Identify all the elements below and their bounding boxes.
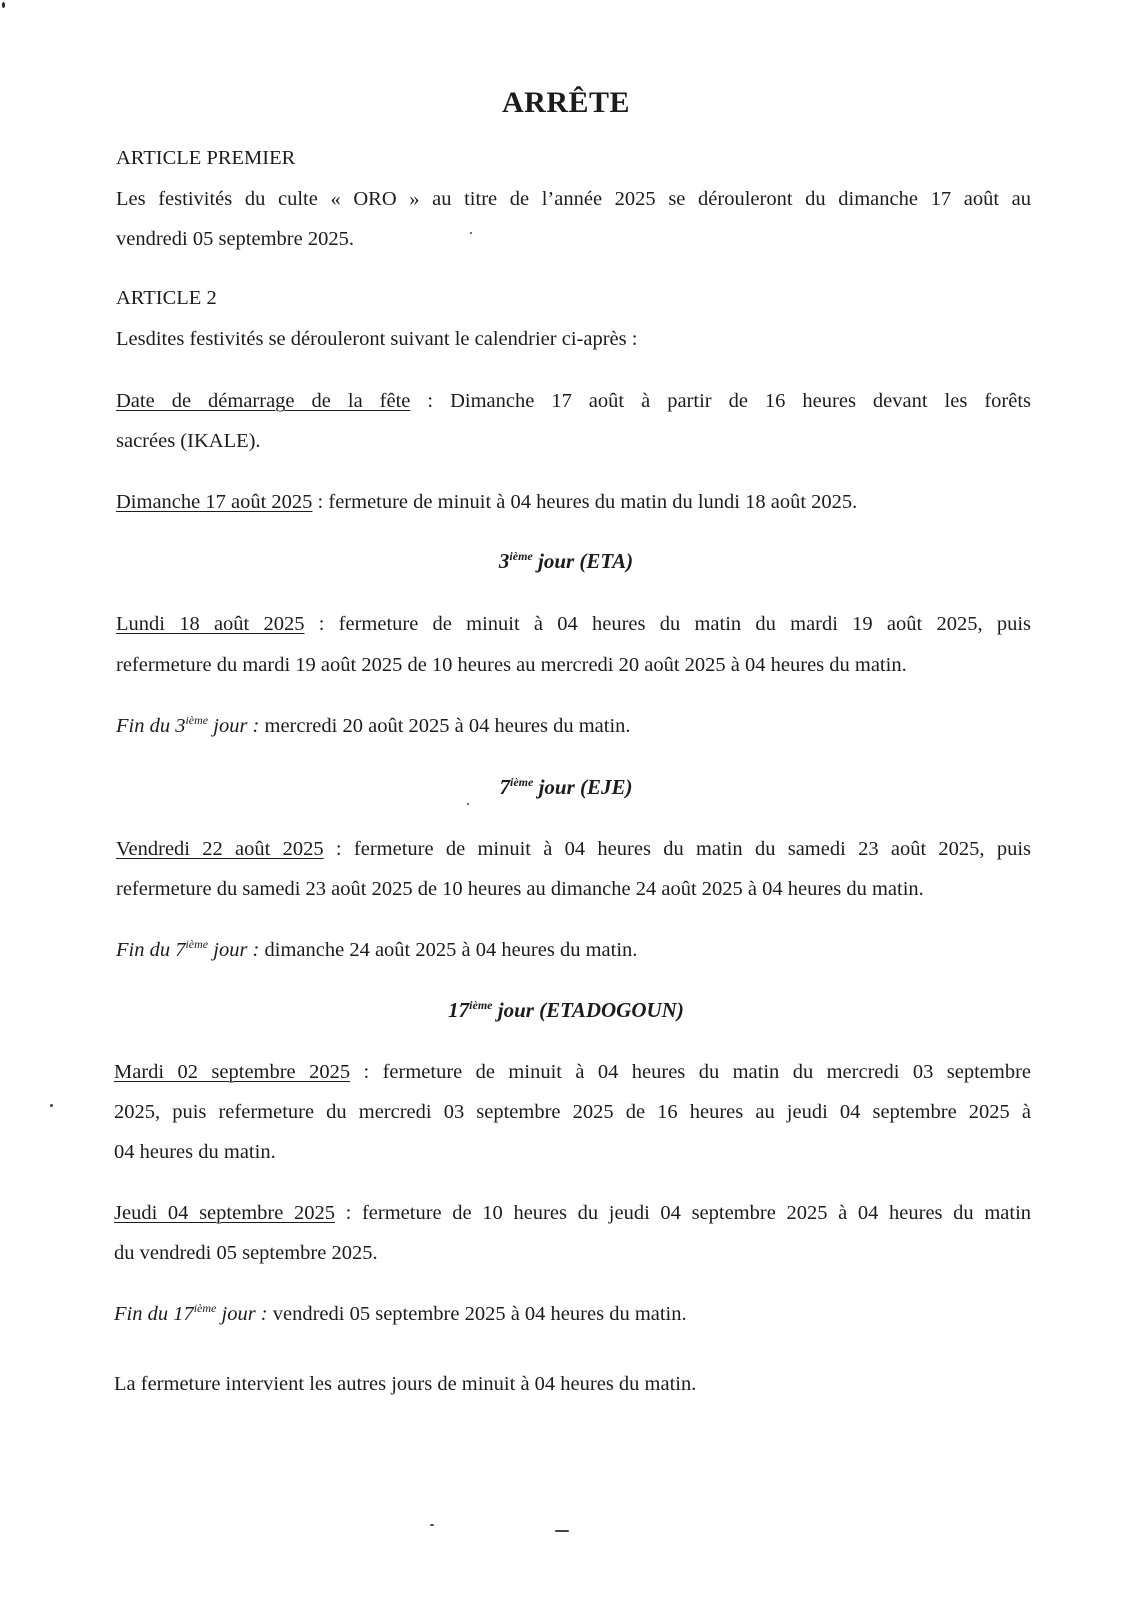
start-date-label: Date de démarrage de la fête <box>116 390 411 412</box>
day-17-end-value: vendredi 05 septembre 2025 à 04 heures du matin. <box>267 1303 687 1325</box>
day-17-end <box>114 1302 687 1326</box>
day-17-tuesday-text: : fermeture de minuit à 04 heures du matin du mercredi 03 septembre <box>350 1061 1031 1083</box>
day-3-paragraph-line-2: refermeture du mardi 19 août 2025 de 10 heures au mercredi 20 août 2025 à 04 heures du matin. <box>116 654 907 676</box>
day-3-date-label: Lundi 18 août 2025 <box>116 613 305 635</box>
start-date-paragraph-line-2: sacrées (IKALE). <box>116 430 261 452</box>
article-1-text-line-2: vendredi 05 septembre 2025. <box>116 228 354 250</box>
sunday-17-paragraph <box>116 490 857 514</box>
day-17-tuesday-line-3: 04 heures du matin. <box>114 1141 276 1163</box>
day-17-thursday-label: Jeudi 04 septembre 2025 <box>114 1202 335 1224</box>
day-3-end-value: mercredi 20 août 2025 à 04 heures du matin. <box>259 715 631 737</box>
day-3-paragraph-line-1 <box>116 612 1031 636</box>
scan-speck <box>50 1104 53 1107</box>
day-7-end-label: Fin du 7ième jour : <box>116 937 260 961</box>
day-17-thursday-text: : fermeture de 10 heures du jeudi 04 septembre 2025 à 04 heures du matin <box>334 1202 1032 1224</box>
closing-paragraph: La fermeture intervient les autres jours de minuit à 04 heures du matin. <box>114 1373 697 1395</box>
sunday-17-label: Dimanche 17 août 2025 <box>116 491 313 513</box>
scan-speck <box>2 2 5 8</box>
day-7-paragraph-line-2: refermeture du samedi 23 août 2025 de 10 heures au dimanche 24 août 2025 à 04 heures du matin. <box>116 878 924 900</box>
day-17-tuesday-label: Mardi 02 septembre 2025 <box>114 1061 351 1083</box>
sunday-17-text: : fermeture de minuit à 04 heures du matin du lundi 18 août 2025. <box>312 491 858 513</box>
article-2-intro: Lesdites festivités se dérouleront suivant le calendrier ci-après : <box>116 328 638 350</box>
day-17-end-label: Fin du 17ième jour : <box>114 1301 268 1325</box>
article-2-label: ARTICLE 2 <box>116 287 217 309</box>
scan-speck <box>470 232 472 234</box>
day-17-thursday-line-1 <box>114 1201 1031 1225</box>
start-date-text: : Dimanche 17 août à partir de 16 heures devant les forêts <box>410 390 1032 412</box>
day-7-heading: 7ième jour (EJE) <box>499 775 633 799</box>
day-7-end <box>116 938 637 962</box>
day-17-thursday-line-2: du vendredi 05 septembre 2025. <box>114 1242 378 1264</box>
article-1-label: ARTICLE PREMIER <box>116 147 296 169</box>
day-17-heading: 17ième jour (ETADOGOUN) <box>448 998 684 1022</box>
day-3-heading: 3ième jour (ETA) <box>498 549 634 573</box>
scan-speck <box>555 1530 569 1532</box>
day-3-date-text: : fermeture de minuit à 04 heures du matin du mardi 19 août 2025, puis <box>304 613 1031 635</box>
article-1-text-line-1: Les festivités du culte « ORO » au titre de l’année 2025 se dérouleront du dimanche 17 août au <box>116 188 1031 210</box>
document-title: ARRÊTE <box>501 86 631 119</box>
start-date-paragraph-line-1 <box>116 389 1031 413</box>
day-3-end-label: Fin du 3ième jour : <box>116 713 260 737</box>
scan-speck <box>467 803 469 805</box>
day-3-end <box>116 714 631 738</box>
day-17-tuesday-line-1 <box>114 1060 1031 1084</box>
scan-speck <box>430 1524 434 1526</box>
day-7-date-label: Vendredi 22 août 2025 <box>116 838 324 860</box>
day-17-tuesday-line-2: 2025, puis refermeture du mercredi 03 septembre 2025 de 16 heures au jeudi 04 septembre 2025 à <box>114 1101 1031 1123</box>
day-7-paragraph-line-1 <box>116 837 1031 861</box>
day-7-date-text: : fermeture de minuit à 04 heures du matin du samedi 23 août 2025, puis <box>323 838 1031 860</box>
day-7-end-value: dimanche 24 août 2025 à 04 heures du matin. <box>259 939 638 961</box>
